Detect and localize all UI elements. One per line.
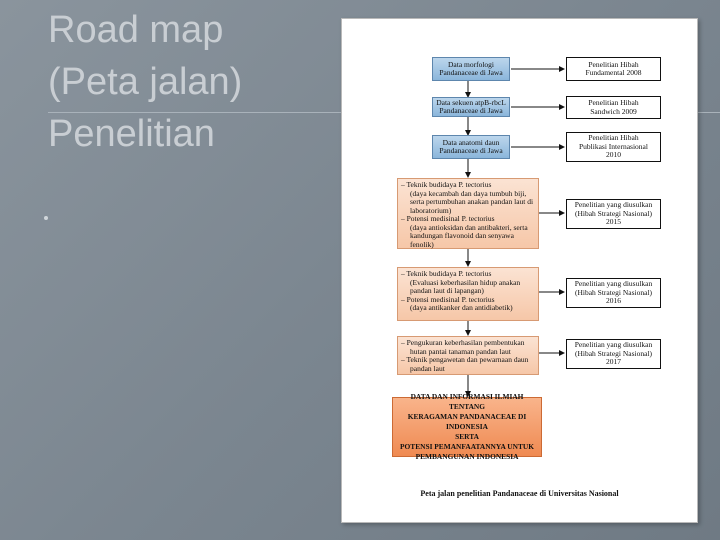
box-sequence-data <box>432 97 510 117</box>
box-line: Pandanaceae di Jawa <box>439 106 503 115</box>
box-line: 2015 <box>606 217 621 227</box>
title-line-3: Penelitian <box>48 113 215 155</box>
box-line: Penelitian Hibah <box>588 98 639 107</box>
box-line: Pandanaceae di Jawa <box>439 146 503 155</box>
box-line: (Hibah Strategi Nasional) <box>574 287 653 297</box>
box-line: DATA DAN INFORMASI ILMIAH TENTANG <box>410 392 524 411</box>
box-grant-2017 <box>566 339 661 369</box>
box-line: Penelitian Hibah <box>588 59 639 69</box>
slide-title <box>48 4 338 160</box>
box-line: (Evaluasi keberhasilan hidup anakan <box>410 277 521 287</box>
box-line: PEMBANGUNAN INDONESIA <box>415 452 519 461</box>
box-line: (Hibah Strategi Nasional) <box>574 208 653 218</box>
box-line: Penelitian yang diusulkan <box>574 200 653 210</box>
box-line: POTENSI PEMANFAATANNYA UNTUK <box>400 442 534 451</box>
box-line: Penelitian yang diusulkan <box>574 279 653 289</box>
box-line: 2010 <box>606 150 621 160</box>
box-line: – Potensi medisinal P. tectorius <box>401 214 495 223</box>
box-research-2017 <box>397 336 539 375</box>
roadmap-figure <box>341 18 698 523</box>
box-morphology-data <box>432 57 510 81</box>
box-line: Pandanaceae di Jawa <box>439 68 503 77</box>
box-line: (Hibah Strategi Nasional) <box>574 348 653 358</box>
box-grant-2010 <box>566 132 661 162</box>
box-line: Data sekuen atpB-rbcL <box>436 97 506 107</box>
box-line: – Teknik pengawetan dan pewarnaan daun <box>401 355 529 364</box>
box-line: hutan pantai tanaman pandan laut <box>410 346 511 356</box>
box-line: Penelitian yang diusulkan <box>574 340 653 350</box>
box-line: (daya kecambah dan daya tumbuh biji, <box>410 188 527 198</box>
box-line: Publikasi Internasional <box>579 141 648 151</box>
box-line: – Pengukuran keberhasilan pembentukan <box>401 338 525 347</box>
box-line: Data anatomi daun <box>442 137 500 147</box>
box-line: KERAGAMAN PANDANACEAE DI INDONESIA <box>407 412 527 431</box>
box-line: Data morfologi <box>447 59 495 69</box>
box-line: pandan laut <box>410 363 445 373</box>
box-research-2015 <box>397 178 539 249</box>
box-line: pandan laut di lapangan) <box>410 286 484 295</box>
box-grant-2016 <box>566 278 661 308</box>
box-anatomy-data <box>432 135 510 159</box>
box-line: – Potensi medisinal P. tectorius <box>401 294 495 304</box>
box-grant-2009 <box>566 96 661 119</box>
box-line: – Teknik budidaya P. tectorius <box>401 180 492 189</box>
box-research-2016 <box>397 267 539 321</box>
figure-caption: Peta jalan penelitian Pandanaceae di Universitas Nasional <box>420 489 619 498</box>
box-line: 2016 <box>606 296 621 306</box>
box-line: – Teknik budidaya P. tectorius <box>401 269 492 278</box>
box-grant-2015 <box>566 199 661 229</box>
box-line: Sandwich 2009 <box>590 106 637 116</box>
title-line-1: Road map <box>48 9 224 51</box>
box-line: serta pertumbuhan anakan pandan laut di <box>410 197 534 206</box>
box-final-outcome <box>392 392 542 461</box>
box-line: laboratorium) <box>410 205 452 215</box>
box-line: SERTA <box>455 432 479 441</box>
box-line: Fundamental 2008 <box>585 68 642 77</box>
box-line: 2017 <box>606 357 621 367</box>
title-line-2: (Peta jalan) <box>48 61 243 103</box>
bullet-point <box>44 216 48 220</box>
box-line: kandungan flavonoid dan senyawa fenolik) <box>410 231 514 249</box>
box-line: (daya antikanker dan antidiabetik) <box>410 303 513 312</box>
box-line: Penelitian Hibah <box>588 133 639 143</box>
box-grant-2008 <box>566 57 661 81</box>
box-line: (daya antioksidan dan antibakteri, serta <box>410 222 528 232</box>
